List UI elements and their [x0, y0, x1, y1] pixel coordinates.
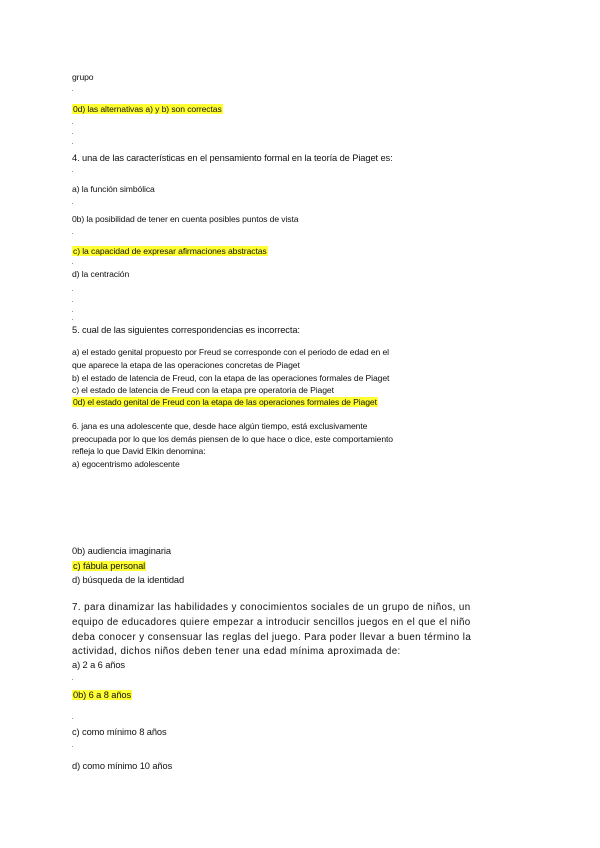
- separator-dot: [72, 233, 73, 234]
- question-7-line1: 7. para dinamizar las habilidades y conocimientos sociales de un grupo de niños, un: [72, 602, 471, 613]
- q5-option-a-line1: a) el estado genital propuesto por Freud se corresponde con el periodo de edad en el: [72, 347, 389, 357]
- question-4: 4. una de las características en el pensamiento formal en la teoría de Piaget es:: [72, 153, 393, 163]
- question-5: 5. cual de las siguientes correspondencias es incorrecta:: [72, 325, 300, 335]
- separator-dot: [72, 311, 73, 312]
- q4-option-c-highlighted: c) la capacidad de expresar afirmaciones abstractas: [73, 246, 267, 256]
- q7-option-b-highlighted: 0b) 6 a 8 años: [73, 690, 132, 700]
- separator-dot: [72, 133, 73, 134]
- header-text: grupo: [72, 72, 94, 82]
- q6-option-d: d) búsqueda de la identidad: [72, 575, 185, 585]
- q5-option-d-highlighted: 0d) el estado genital de Freud con la etapa de las operaciones formales de Piaget: [73, 397, 377, 407]
- q5-option-a-line2: que aparece la etapa de las operaciones concretas de Piaget: [72, 360, 300, 370]
- q6-option-a: a) egocentrismo adolescente: [72, 459, 180, 469]
- separator-dot: [72, 718, 73, 719]
- q5-option-b: b) el estado de latencia de Freud, con la etapa de las operaciones formales de Piaget: [72, 373, 390, 383]
- separator-dot: [72, 746, 73, 747]
- q7-option-d: d) como mínimo 10 años: [72, 761, 173, 771]
- q4-option-a: a) la función simbólica: [72, 184, 155, 194]
- question-7-line2: equipo de educadores quiere empezar a introducir sencillos juegos en el que el niño: [72, 617, 471, 628]
- question-6-line3: refleja lo que David Elkin denomina:: [72, 446, 206, 456]
- q4-option-b: 0b) la posibilidad de tener en cuenta posibles puntos de vista: [72, 214, 299, 224]
- question-6-line1: 6. jana es una adolescente que, desde hace algún tiempo, está exclusivamente: [72, 421, 368, 431]
- separator-dot: [72, 301, 73, 302]
- q7-option-c: c) como mínimo 8 años: [72, 727, 167, 737]
- question-7-line4: actividad, dichos niños deben tener una edad mínima aproximada de:: [72, 646, 401, 657]
- q5-option-c: c) el estado de latencia de Freud con la etapa pre operatoria de Piaget: [72, 385, 334, 395]
- question-6-line2: preocupada por lo que los demás piensen de lo que hace o dice, este comportamiento: [72, 434, 393, 444]
- separator-dot: [72, 319, 73, 320]
- previous-answer-highlighted: 0d) las alternativas a) y b) son correctas: [73, 104, 222, 114]
- q4-option-d: d) la centración: [72, 269, 130, 279]
- q6-option-b: 0b) audiencia imaginaria: [72, 546, 171, 556]
- separator-dot: [72, 290, 73, 291]
- separator-dot: [72, 123, 73, 124]
- separator-dot: [72, 679, 73, 680]
- q6-option-c-highlighted: c) fábula personal: [73, 561, 146, 571]
- question-7-line3: deba conocer y consensuar las reglas del juego. Para poder llevar a buen término la: [72, 632, 472, 643]
- separator-dot: [72, 203, 73, 204]
- separator-dot: [72, 90, 73, 91]
- separator-dot: [72, 171, 73, 172]
- separator-dot: [72, 263, 73, 264]
- q7-option-a: a) 2 a 6 años: [72, 660, 125, 670]
- separator-dot: [72, 143, 73, 144]
